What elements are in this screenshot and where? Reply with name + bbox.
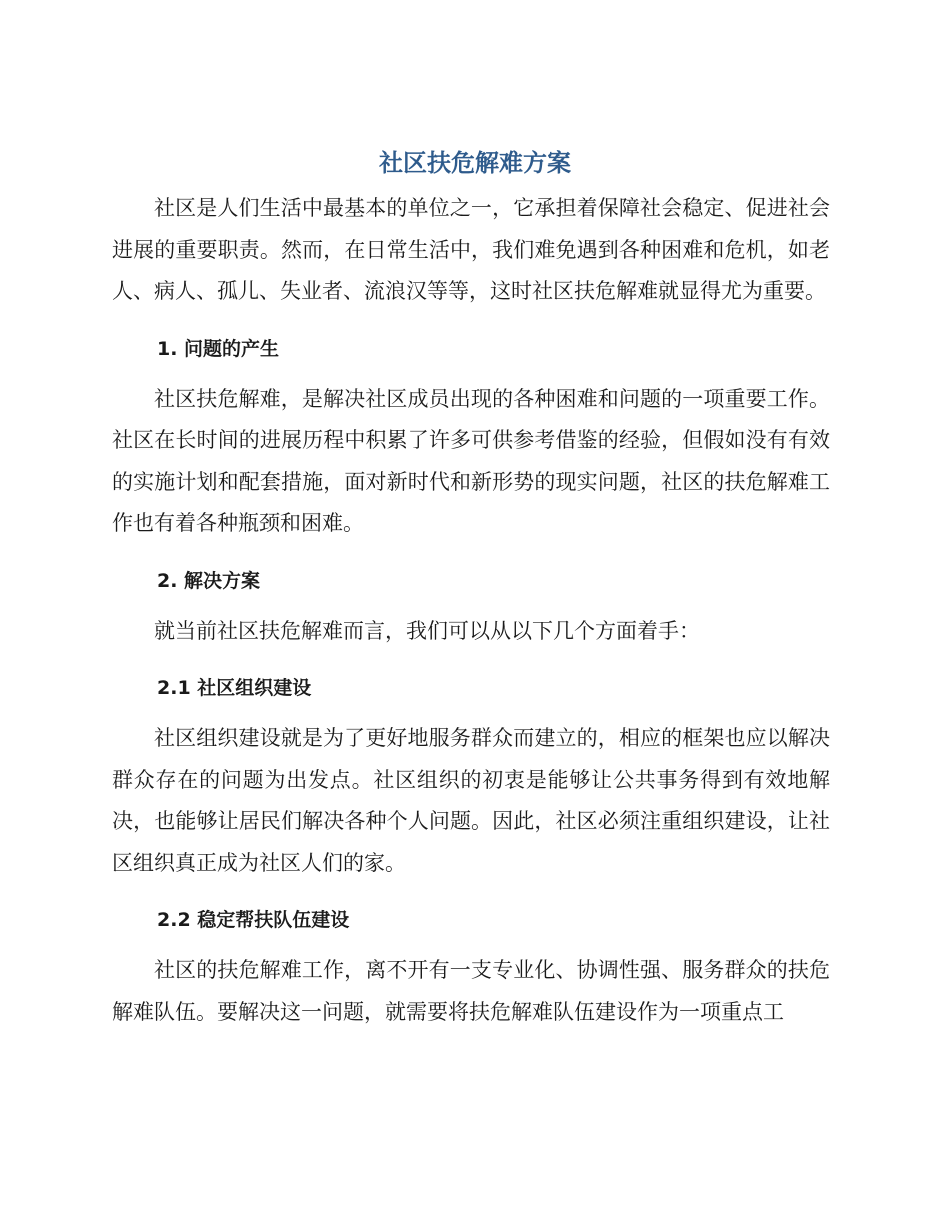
section-heading-2-1: 2.1 社区组织建设 [157,677,312,699]
section-heading-2: 2. 解决方案 [157,569,261,592]
spacer [112,601,830,611]
document-body [112,188,830,1033]
spacer [112,369,830,379]
spacer [112,313,830,329]
spacer [112,545,830,561]
section-heading-1: 1. 问题的产生 [157,337,280,360]
section-paragraph-2-2: 社区的扶危解难工作，离不开有一支专业化、协调性强、服务群众的扶危解难队伍。要解决这一问题，就需要将扶危解难队伍建设作为一项重点工 [112,958,830,1024]
spacer [112,652,830,668]
section-paragraph-1: 社区扶危解难，是解决社区成员出现的各种困难和问题的一项重要工作。社区在长时间的进展历程中积累了许多可供参考借鉴的经验，但假如没有有效的实施计划和配套措施，面对新时代和新形势的现实问题，社区的扶危解难工作也有着各种瓶颈和困难。 [112,386,830,535]
spacer [112,940,830,950]
spacer [112,708,830,718]
intro-paragraph: 社区是人们生活中最基本的单位之一，它承担着保障社会稳定、促进社会进展的重要职责。然而，在日常生活中，我们难免遇到各种困难和危机，如老人、病人、孤儿、失业者、流浪汉等等，这时社区扶危解难就显得尤为重要。 [112,196,830,303]
document-title: 社区扶危解难方案 [379,149,571,177]
section-paragraph-2-1: 社区组织建设就是为了更好地服务群众而建立的，相应的框架也应以解决群众存在的问题为出发点。社区组织的初衷是能够让公共事务得到有效地解决，也能够让居民们解决各种个人问题。因此，社区必须注重组织建设，让社区组织真正成为社区人们的家。 [112,726,830,875]
section-paragraph-2: 就当前社区扶危解难而言，我们可以从以下几个方面着手： [154,618,700,643]
section-heading-2-2: 2.2 稳定帮扶队伍建设 [157,909,350,931]
spacer [112,884,830,900]
